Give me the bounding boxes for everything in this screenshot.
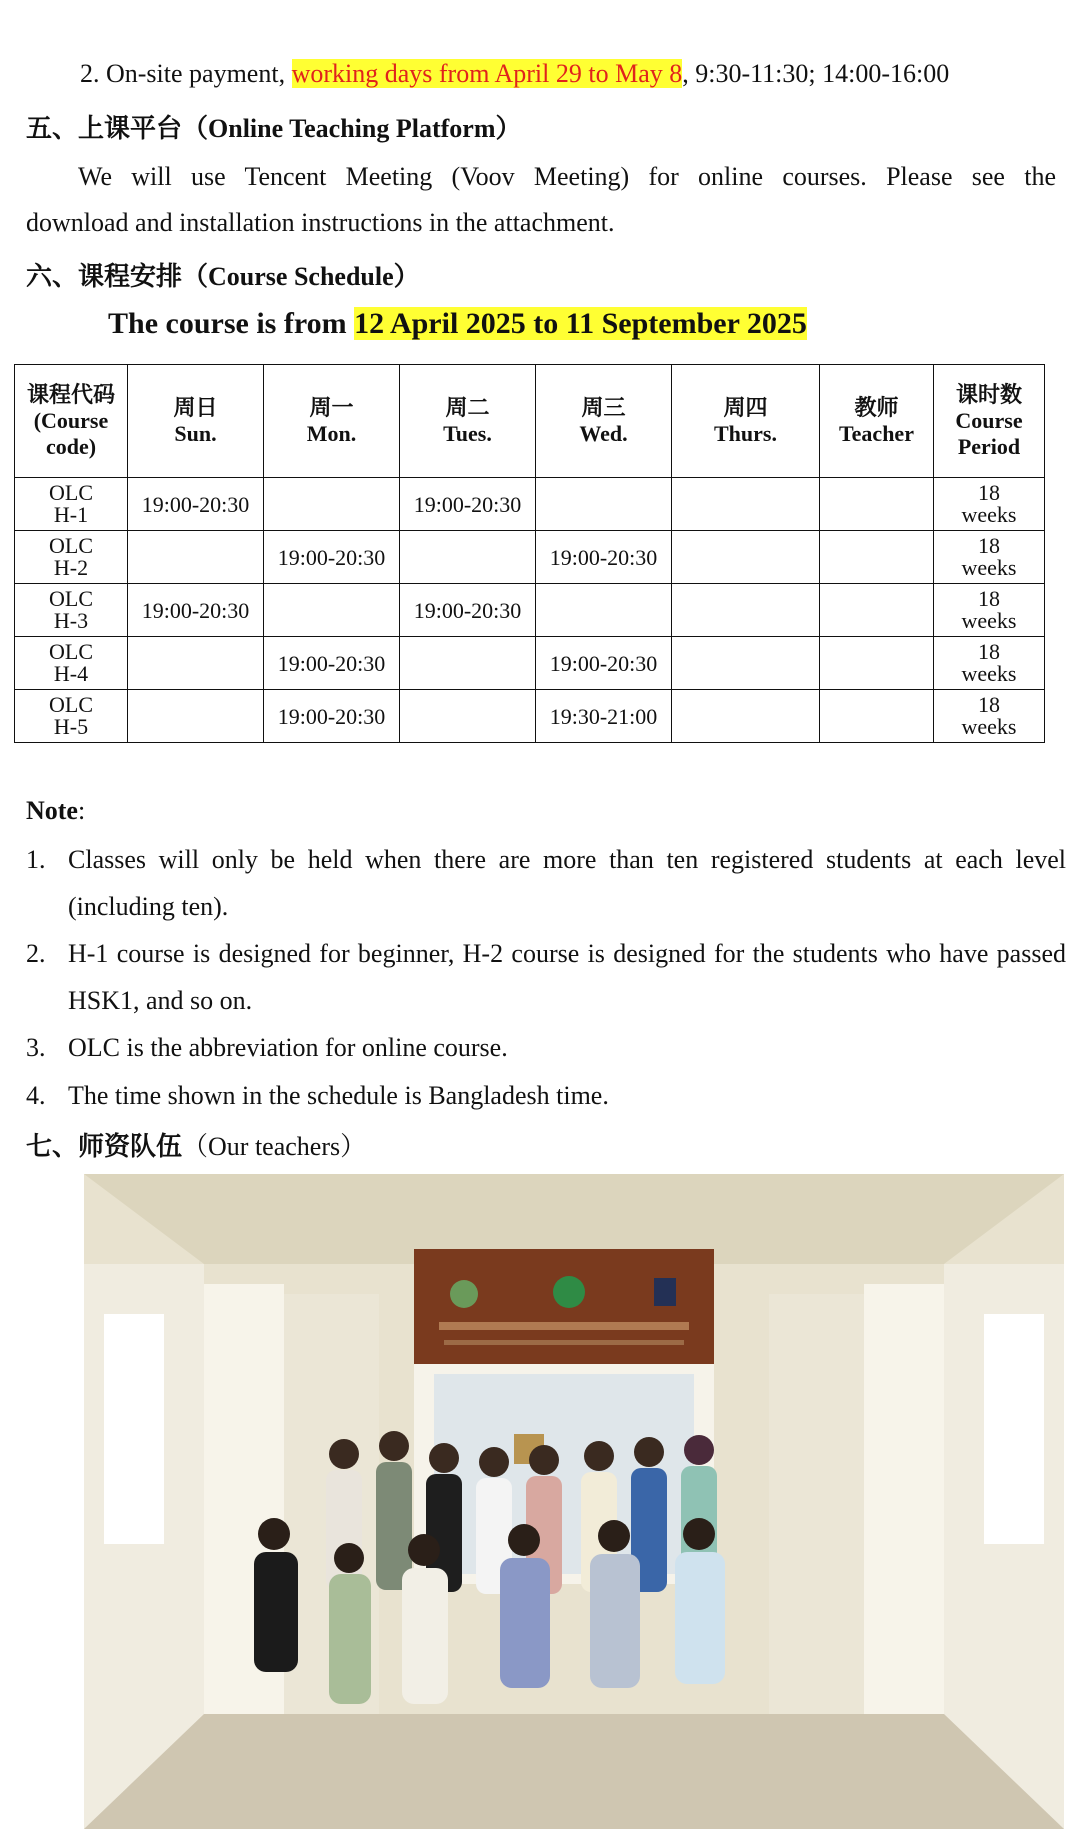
header-sun: 周日 Sun. <box>128 365 264 478</box>
team-photo <box>84 1174 1064 1829</box>
header-thu: 周四 Thurs. <box>672 365 820 478</box>
table-cell-period: 18 weeks <box>934 584 1045 637</box>
note-number: 2. <box>26 939 46 968</box>
note-number: 4. <box>26 1081 46 1110</box>
table-cell-sun: 19:00-20:30 <box>128 478 264 531</box>
section6-title-cn: 六、课程安排 <box>26 262 183 291</box>
table-cell-wed <box>536 584 672 637</box>
section5-body-line1: We will use Tencent Meeting (Voov Meeting) for online courses. Please see the <box>78 162 1056 191</box>
table-cell-mon: 19:00-20:30 <box>264 637 400 690</box>
table-cell-code: OLC H-3 <box>15 584 128 637</box>
table-row <box>15 637 1045 690</box>
schedule-table <box>14 364 1045 743</box>
table-cell-code: OLC H-1 <box>15 478 128 531</box>
table-cell-tue <box>400 531 536 584</box>
table-cell-period: 18 weeks <box>934 478 1045 531</box>
table-cell-tue <box>400 637 536 690</box>
note-text: The time shown in the schedule is Bangladesh time. <box>68 1081 609 1110</box>
table-cell-wed: 19:00-20:30 <box>536 531 672 584</box>
table-cell-thu <box>672 531 820 584</box>
table-cell-sun: 19:00-20:30 <box>128 584 264 637</box>
section6-heading <box>26 256 1080 293</box>
table-cell-code: OLC H-4 <box>15 637 128 690</box>
payment-hours: , 9:30-11:30; 14:00-16:00 <box>682 59 950 88</box>
table-cell-wed: 19:30-21:00 <box>536 690 672 743</box>
table-cell-teacher <box>820 584 934 637</box>
note-text: OLC is the abbreviation for online course. <box>68 1033 508 1062</box>
table-cell-teacher <box>820 478 934 531</box>
table-cell-mon: 19:00-20:30 <box>264 690 400 743</box>
table-cell-mon: 19:00-20:30 <box>264 531 400 584</box>
header-tue: 周二 Tues. <box>400 365 536 478</box>
table-cell-period: 18 weeks <box>934 690 1045 743</box>
table-cell-code: OLC H-2 <box>15 531 128 584</box>
section7-heading <box>26 1126 1080 1163</box>
table-cell-thu <box>672 690 820 743</box>
table-cell-tue <box>400 690 536 743</box>
table-cell-tue: 19:00-20:30 <box>400 478 536 531</box>
section5-title-cn: 五、上课平台 <box>26 114 183 143</box>
table-cell-sun <box>128 690 264 743</box>
table-cell-period: 18 weeks <box>934 637 1045 690</box>
header-course-code: 课程代码 (Course code) <box>15 365 128 478</box>
table-row <box>15 690 1045 743</box>
table-cell-wed: 19:00-20:30 <box>536 637 672 690</box>
payment-dates-highlight: working days from April 29 to May 8 <box>291 59 683 88</box>
table-cell-mon <box>264 478 400 531</box>
course-period-line <box>108 307 1080 341</box>
section5-heading <box>26 108 1080 145</box>
header-mon: 周一 Mon. <box>264 365 400 478</box>
table-cell-sun <box>128 531 264 584</box>
table-cell-code: OLC H-5 <box>15 690 128 743</box>
table-cell-thu <box>672 584 820 637</box>
payment-line <box>80 59 1080 89</box>
table-row <box>15 478 1045 531</box>
table-row <box>15 531 1045 584</box>
team-photo-illustration <box>84 1174 1064 1829</box>
payment-prefix: 2. On-site payment, <box>80 59 292 88</box>
table-header-row <box>15 365 1045 478</box>
course-period-prefix: The course is from <box>108 307 355 340</box>
section7-title-en: （Our teachers） <box>182 1132 367 1161</box>
header-teacher: 教师 Teacher <box>820 365 934 478</box>
table-cell-teacher <box>820 690 934 743</box>
course-period-highlight: 12 April 2025 to 11 September 2025 <box>354 307 807 340</box>
note-text: Classes will only be held when there are more than ten registered students at each level (including ten). <box>68 845 1066 921</box>
note-number: 3. <box>26 1033 46 1062</box>
note-text: H-1 course is designed for beginner, H-2 course is designed for the students who have passed HSK1, and so on. <box>68 939 1066 1015</box>
section5-body-line2: download and installation instructions in the attachment. <box>26 208 615 237</box>
table-cell-mon <box>264 584 400 637</box>
table-cell-period: 18 weeks <box>934 531 1045 584</box>
table-cell-sun <box>128 637 264 690</box>
note-label: Note: <box>26 796 86 825</box>
table-cell-wed <box>536 478 672 531</box>
table-row <box>15 584 1045 637</box>
header-course-period: 课时数 Course Period <box>934 365 1045 478</box>
note-number: 1. <box>26 845 46 874</box>
section6-title-en: （Course Schedule） <box>182 262 420 291</box>
table-cell-thu <box>672 478 820 531</box>
table-cell-tue: 19:00-20:30 <box>400 584 536 637</box>
table-cell-teacher <box>820 637 934 690</box>
table-cell-teacher <box>820 531 934 584</box>
section7-title-cn: 七、师资队伍 <box>26 1132 183 1161</box>
table-cell-thu <box>672 637 820 690</box>
section5-title-en: （Online Teaching Platform） <box>182 114 522 143</box>
header-wed: 周三 Wed. <box>536 365 672 478</box>
